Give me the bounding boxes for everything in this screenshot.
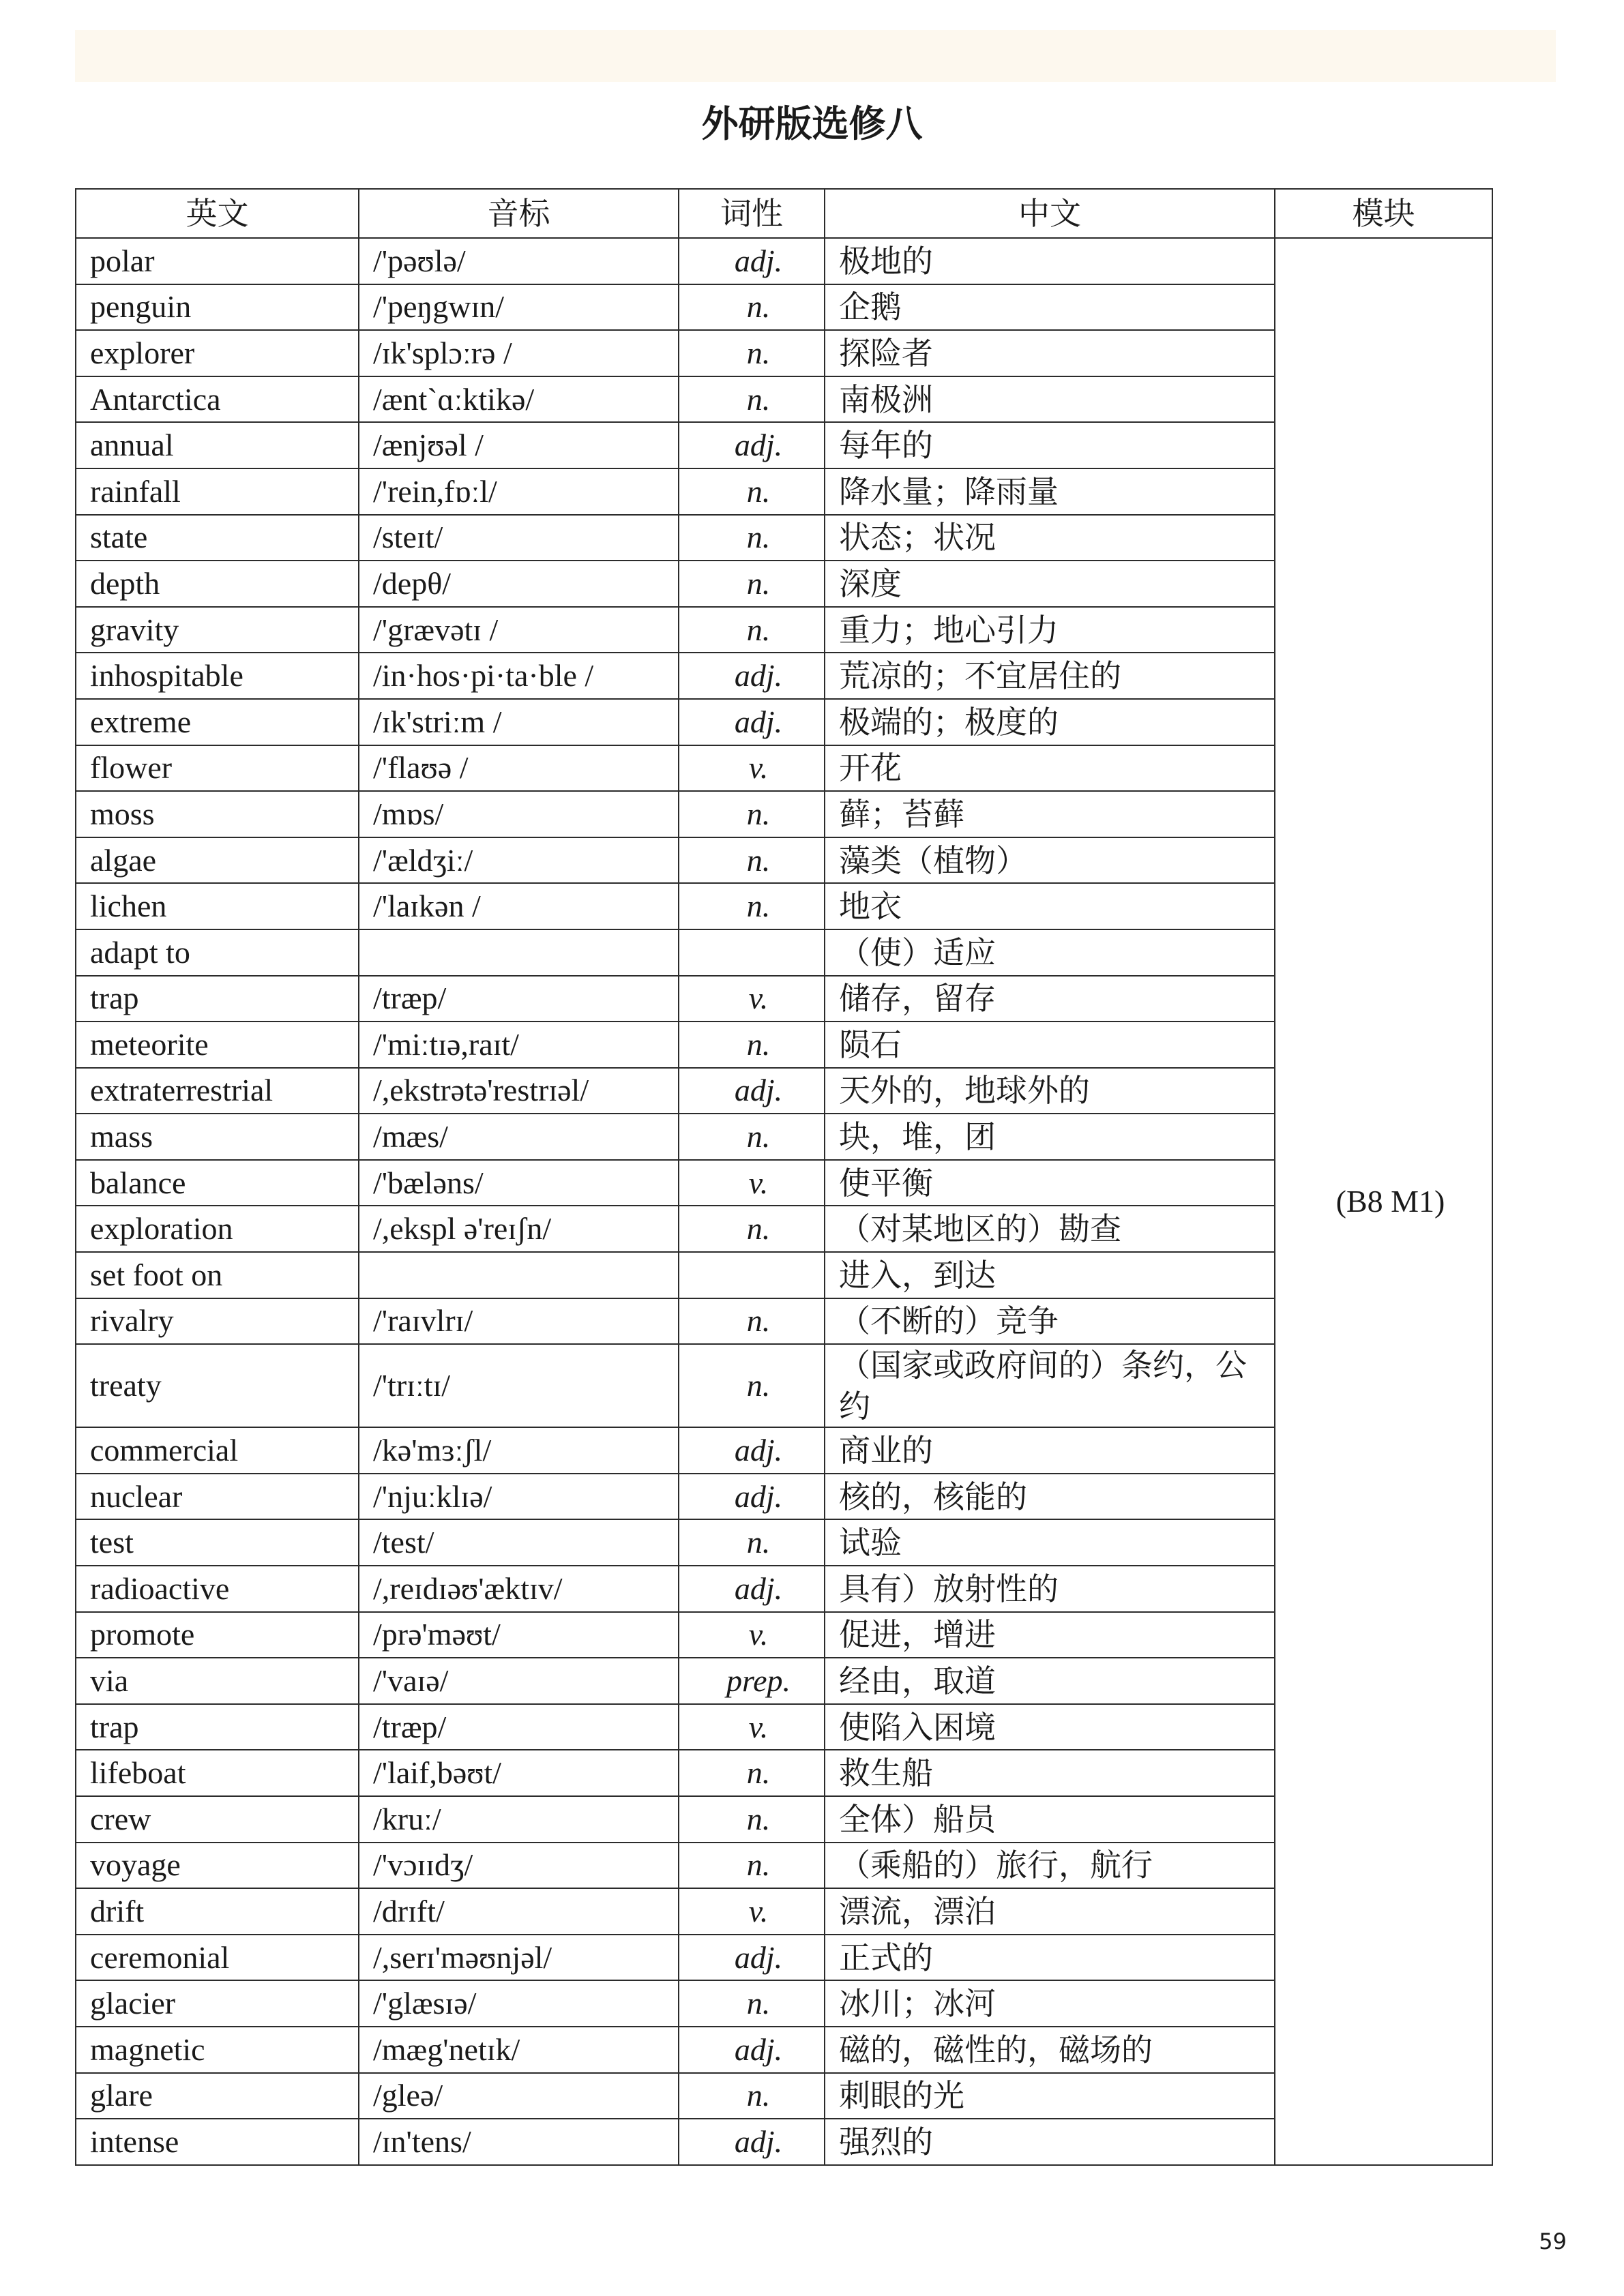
header-module: 模块 bbox=[1275, 189, 1492, 238]
cell-phonetic bbox=[359, 929, 679, 976]
cell-chinese: 开花 bbox=[825, 745, 1275, 792]
cell-part-of-speech: adj. bbox=[679, 653, 825, 699]
cell-chinese: 冰川；冰河 bbox=[825, 1980, 1275, 2027]
page-number: 59 bbox=[1539, 2228, 1567, 2254]
cell-phonetic: /'trɪːtɪ/ bbox=[359, 1344, 679, 1427]
cell-phonetic: /træp/ bbox=[359, 976, 679, 1022]
cell-chinese: 经由，取道 bbox=[825, 1658, 1275, 1704]
cell-english: penguin bbox=[76, 284, 359, 331]
cell-phonetic: /'glæsɪə/ bbox=[359, 1980, 679, 2027]
cell-chinese: 极地的 bbox=[825, 238, 1275, 284]
cell-english: voyage bbox=[76, 1843, 359, 1889]
cell-phonetic: /test/ bbox=[359, 1519, 679, 1566]
cell-phonetic: /'peŋgwɪn/ bbox=[359, 284, 679, 331]
cell-phonetic: /,serɪ'məʊnjəl/ bbox=[359, 1935, 679, 1981]
cell-phonetic bbox=[359, 1252, 679, 1298]
cell-phonetic: /'njuːklɪə/ bbox=[359, 1474, 679, 1520]
cell-english: ceremonial bbox=[76, 1935, 359, 1981]
cell-phonetic: /ɪk'striːm / bbox=[359, 699, 679, 745]
cell-part-of-speech: v. bbox=[679, 745, 825, 792]
cell-chinese: 探险者 bbox=[825, 330, 1275, 376]
cell-chinese: 核的，核能的 bbox=[825, 1474, 1275, 1520]
cell-part-of-speech: n. bbox=[679, 561, 825, 607]
cell-english: glacier bbox=[76, 1980, 359, 2027]
cell-phonetic: /'bæləns/ bbox=[359, 1160, 679, 1206]
cell-chinese: 促进，增进 bbox=[825, 1612, 1275, 1658]
cell-english: promote bbox=[76, 1612, 359, 1658]
cell-chinese: （不断的）竞争 bbox=[825, 1298, 1275, 1345]
cell-phonetic: /'miːtɪə,raɪt/ bbox=[359, 1022, 679, 1068]
cell-english: lifeboat bbox=[76, 1750, 359, 1796]
cell-part-of-speech: adj. bbox=[679, 1068, 825, 1114]
cell-chinese: （对某地区的）勘查 bbox=[825, 1206, 1275, 1252]
cell-chinese: 具有）放射性的 bbox=[825, 1566, 1275, 1612]
cell-chinese: 降水量；降雨量 bbox=[825, 468, 1275, 515]
cell-chinese: 南极洲 bbox=[825, 376, 1275, 423]
cell-chinese: 陨石 bbox=[825, 1022, 1275, 1068]
cell-english: extraterrestrial bbox=[76, 1068, 359, 1114]
cell-phonetic: /træp/ bbox=[359, 1704, 679, 1750]
cell-part-of-speech: n. bbox=[679, 1796, 825, 1843]
cell-english: meteorite bbox=[76, 1022, 359, 1068]
cell-part-of-speech: n. bbox=[679, 1750, 825, 1796]
cell-english: Antarctica bbox=[76, 376, 359, 423]
cell-phonetic: /drɪft/ bbox=[359, 1888, 679, 1935]
cell-phonetic: /ænjʊəl / bbox=[359, 422, 679, 468]
cell-english: algae bbox=[76, 837, 359, 884]
cell-english: adapt to bbox=[76, 929, 359, 976]
cell-part-of-speech: n. bbox=[679, 468, 825, 515]
cell-english: radioactive bbox=[76, 1566, 359, 1612]
cell-english: lichen bbox=[76, 883, 359, 929]
cell-english: balance bbox=[76, 1160, 359, 1206]
cell-part-of-speech: n. bbox=[679, 1980, 825, 2027]
cell-part-of-speech: n. bbox=[679, 515, 825, 561]
cell-part-of-speech: adj. bbox=[679, 422, 825, 468]
cell-part-of-speech: adj. bbox=[679, 2119, 825, 2165]
cell-english: test bbox=[76, 1519, 359, 1566]
cell-chinese: 使陷入困境 bbox=[825, 1704, 1275, 1750]
cell-english: nuclear bbox=[76, 1474, 359, 1520]
cell-part-of-speech: v. bbox=[679, 1160, 825, 1206]
cell-phonetic: /'rein,fɒːl/ bbox=[359, 468, 679, 515]
cell-phonetic: /mæs/ bbox=[359, 1114, 679, 1160]
cell-phonetic: /steɪt/ bbox=[359, 515, 679, 561]
cell-chinese: 使平衡 bbox=[825, 1160, 1275, 1206]
cell-part-of-speech: adj. bbox=[679, 1427, 825, 1474]
cell-phonetic: /'grævətɪ / bbox=[359, 607, 679, 653]
cell-phonetic: /,ekstrətə'restrɪəl/ bbox=[359, 1068, 679, 1114]
cell-chinese: 地衣 bbox=[825, 883, 1275, 929]
page-title: 外研版选修八 bbox=[701, 102, 923, 145]
cell-english: set foot on bbox=[76, 1252, 359, 1298]
cell-chinese: 深度 bbox=[825, 561, 1275, 607]
cell-part-of-speech: n. bbox=[679, 2073, 825, 2119]
table-header-row bbox=[76, 189, 1492, 238]
cell-part-of-speech: adj. bbox=[679, 699, 825, 745]
cell-chinese: 正式的 bbox=[825, 1935, 1275, 1981]
cell-part-of-speech: n. bbox=[679, 883, 825, 929]
cell-english: commercial bbox=[76, 1427, 359, 1474]
cell-phonetic: /depθ/ bbox=[359, 561, 679, 607]
cell-phonetic: /in·hos·pi·ta·ble / bbox=[359, 653, 679, 699]
cell-part-of-speech: n. bbox=[679, 330, 825, 376]
cell-part-of-speech: v. bbox=[679, 976, 825, 1022]
header-phonetic: 音标 bbox=[359, 189, 679, 238]
cell-chinese: 进入，到达 bbox=[825, 1252, 1275, 1298]
cell-chinese: 磁的，磁性的，磁场的 bbox=[825, 2027, 1275, 2073]
cell-english: moss bbox=[76, 791, 359, 837]
cell-english: mass bbox=[76, 1114, 359, 1160]
cell-phonetic: /ɪn'tens/ bbox=[359, 2119, 679, 2165]
cell-part-of-speech: n. bbox=[679, 837, 825, 884]
cell-english: flower bbox=[76, 745, 359, 792]
cell-chinese: 极端的；极度的 bbox=[825, 699, 1275, 745]
cell-part-of-speech: n. bbox=[679, 1519, 825, 1566]
cell-english: crew bbox=[76, 1796, 359, 1843]
cell-phonetic: /'vaɪə/ bbox=[359, 1658, 679, 1704]
cell-part-of-speech: n. bbox=[679, 1206, 825, 1252]
cell-chinese: 块，堆，团 bbox=[825, 1114, 1275, 1160]
cell-chinese: 储存，留存 bbox=[825, 976, 1275, 1022]
cell-phonetic: /mæg'netɪk/ bbox=[359, 2027, 679, 2073]
cell-english: annual bbox=[76, 422, 359, 468]
cell-chinese: 藓；苔藓 bbox=[825, 791, 1275, 837]
cell-phonetic: /mɒs/ bbox=[359, 791, 679, 837]
cell-english: treaty bbox=[76, 1344, 359, 1427]
cell-chinese: 状态；状况 bbox=[825, 515, 1275, 561]
cell-chinese: 救生船 bbox=[825, 1750, 1275, 1796]
cell-english: state bbox=[76, 515, 359, 561]
cell-phonetic: /'laɪkən / bbox=[359, 883, 679, 929]
header-english: 英文 bbox=[76, 189, 359, 238]
cell-part-of-speech: n. bbox=[679, 791, 825, 837]
cell-part-of-speech: n. bbox=[679, 284, 825, 331]
cell-phonetic: /ɪk'splɔːrə / bbox=[359, 330, 679, 376]
cell-part-of-speech: v. bbox=[679, 1612, 825, 1658]
cell-english: inhospitable bbox=[76, 653, 359, 699]
cell-chinese: 天外的，地球外的 bbox=[825, 1068, 1275, 1114]
cell-phonetic: /'laif,bəʊt/ bbox=[359, 1750, 679, 1796]
cell-part-of-speech bbox=[679, 929, 825, 976]
cell-part-of-speech: n. bbox=[679, 1022, 825, 1068]
cell-english: trap bbox=[76, 1704, 359, 1750]
cell-english: magnetic bbox=[76, 2027, 359, 2073]
cell-chinese: （使）适应 bbox=[825, 929, 1275, 976]
cell-english: exploration bbox=[76, 1206, 359, 1252]
cell-english: extreme bbox=[76, 699, 359, 745]
header-part-of-speech: 词性 bbox=[679, 189, 825, 238]
cell-english: via bbox=[76, 1658, 359, 1704]
cell-phonetic: /'pəʊlə/ bbox=[359, 238, 679, 284]
cell-english: glare bbox=[76, 2073, 359, 2119]
cell-chinese: 刺眼的光 bbox=[825, 2073, 1275, 2119]
cell-phonetic: /'raɪvlrɪ/ bbox=[359, 1298, 679, 1345]
cell-part-of-speech: n. bbox=[679, 1843, 825, 1889]
cell-part-of-speech: n. bbox=[679, 1114, 825, 1160]
cell-english: intense bbox=[76, 2119, 359, 2165]
cell-english: polar bbox=[76, 238, 359, 284]
cell-phonetic: /ænt`ɑːktikə/ bbox=[359, 376, 679, 423]
cell-english: gravity bbox=[76, 607, 359, 653]
cell-part-of-speech bbox=[679, 1252, 825, 1298]
cell-part-of-speech: n. bbox=[679, 1344, 825, 1427]
header-band bbox=[75, 30, 1556, 82]
cell-phonetic: /,ekspl ə'reɪʃn/ bbox=[359, 1206, 679, 1252]
cell-part-of-speech: adj. bbox=[679, 1566, 825, 1612]
cell-part-of-speech: n. bbox=[679, 607, 825, 653]
cell-part-of-speech: v. bbox=[679, 1704, 825, 1750]
cell-part-of-speech: adj. bbox=[679, 1935, 825, 1981]
cell-module: (B8 M1) bbox=[1275, 238, 1492, 2165]
cell-english: trap bbox=[76, 976, 359, 1022]
cell-phonetic: /'vɔɪɪdʒ/ bbox=[359, 1843, 679, 1889]
cell-phonetic: /kə'mɜːʃl/ bbox=[359, 1427, 679, 1474]
cell-chinese: 荒凉的；不宜居住的 bbox=[825, 653, 1275, 699]
cell-english: depth bbox=[76, 561, 359, 607]
cell-chinese: （乘船的）旅行，航行 bbox=[825, 1843, 1275, 1889]
table-body bbox=[76, 238, 1492, 2165]
cell-chinese: 商业的 bbox=[825, 1427, 1275, 1474]
cell-part-of-speech: adj. bbox=[679, 238, 825, 284]
cell-part-of-speech: n. bbox=[679, 1298, 825, 1345]
cell-phonetic: /prə'məʊt/ bbox=[359, 1612, 679, 1658]
cell-english: rainfall bbox=[76, 468, 359, 515]
cell-chinese: 企鹅 bbox=[825, 284, 1275, 331]
header-chinese: 中文 bbox=[825, 189, 1275, 238]
cell-chinese: （国家或政府间的）条约，公约 bbox=[825, 1344, 1275, 1427]
table-row bbox=[76, 238, 1492, 284]
cell-phonetic: /gleə/ bbox=[359, 2073, 679, 2119]
cell-chinese: 重力；地心引力 bbox=[825, 607, 1275, 653]
cell-part-of-speech: v. bbox=[679, 1888, 825, 1935]
cell-part-of-speech: adj. bbox=[679, 1474, 825, 1520]
cell-chinese: 强烈的 bbox=[825, 2119, 1275, 2165]
cell-phonetic: /kruː/ bbox=[359, 1796, 679, 1843]
cell-english: rivalry bbox=[76, 1298, 359, 1345]
cell-phonetic: /,reɪdɪəʊ'æktɪv/ bbox=[359, 1566, 679, 1612]
cell-part-of-speech: prep. bbox=[679, 1658, 825, 1704]
cell-chinese: 漂流，漂泊 bbox=[825, 1888, 1275, 1935]
cell-chinese: 每年的 bbox=[825, 422, 1275, 468]
cell-part-of-speech: adj. bbox=[679, 2027, 825, 2073]
cell-chinese: 全体）船员 bbox=[825, 1796, 1275, 1843]
cell-english: drift bbox=[76, 1888, 359, 1935]
vocabulary-table bbox=[75, 188, 1493, 2166]
cell-chinese: 藻类（植物） bbox=[825, 837, 1275, 884]
cell-part-of-speech: n. bbox=[679, 376, 825, 423]
cell-english: explorer bbox=[76, 330, 359, 376]
cell-phonetic: /'ældʒiː/ bbox=[359, 837, 679, 884]
cell-phonetic: /'flaʊə / bbox=[359, 745, 679, 792]
cell-chinese: 试验 bbox=[825, 1519, 1275, 1566]
